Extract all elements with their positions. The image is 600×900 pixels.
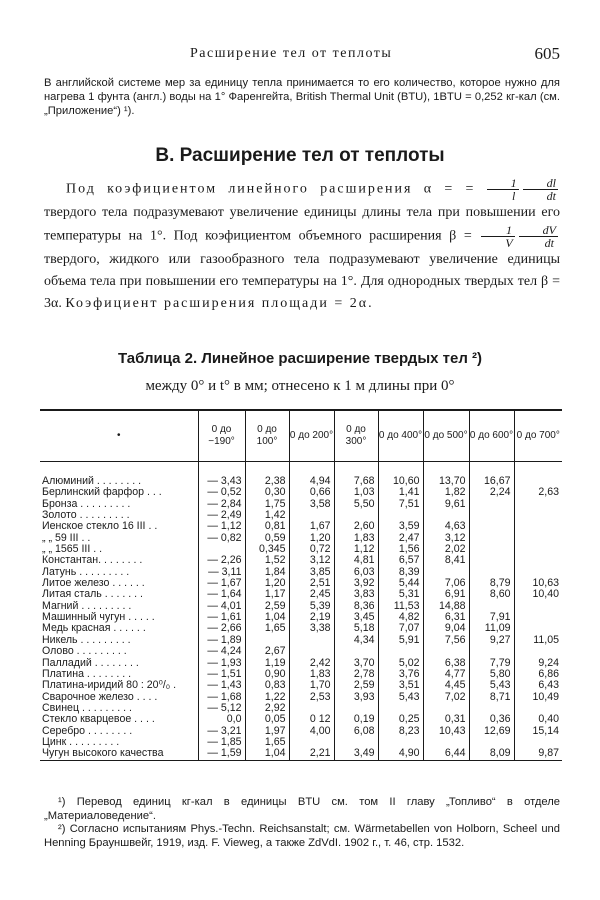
expansion-value: 1,52 xyxy=(245,555,289,566)
expansion-value: 5,31 xyxy=(378,589,423,600)
column-header: 0 до 300° xyxy=(334,410,378,462)
frac-den: l xyxy=(512,189,516,203)
top-note: В английской системе мер за единицу тепла принимается то его количество, которое нужно для нагрева 1 фунта (англ.) воды на 1° Фаренгейта, British Thermal Unit (BTU), 1BTU = 0,252 кг-кал (см. „Приложение“) ¹). xyxy=(44,77,560,117)
column-header: 0 до 200° xyxy=(289,410,334,462)
material-name: „ „ 1565 III . . xyxy=(42,544,103,556)
material-name: Стекло кварцевое . . . . xyxy=(42,714,155,726)
body-text-a: Под коэфициентом линейного расширения α = = xyxy=(66,181,476,197)
expansion-value xyxy=(514,555,562,566)
expansion-value: 8,09 xyxy=(469,748,514,760)
column-header: 0 до 500° xyxy=(423,410,469,462)
body-text-b: твердого тела подразумевают увеличение единицы длины тела при повышении его температуры на 1°. Под коэфициентом объемного расширения β = xyxy=(44,205,560,244)
expansion-value: — 1,68 xyxy=(198,692,245,703)
footnote-1: ¹) Перевод единиц кг-кал в единицы BTU см. том II главу „Топливо“ в отделе „Материаловедение“. xyxy=(44,796,560,822)
expansion-value: 6,57 xyxy=(378,555,423,566)
expansion-value: 6,38 xyxy=(423,658,469,669)
expansion-value: — 1,59 xyxy=(198,748,245,760)
expansion-value: 6,43 xyxy=(514,680,562,691)
expansion-value: 2,63 xyxy=(514,487,562,498)
table-row xyxy=(40,521,562,532)
expansion-value: — 2,84 xyxy=(198,499,245,510)
expansion-value: 2,53 xyxy=(289,692,334,703)
expansion-value: 7,79 xyxy=(469,658,514,669)
spacer-cell xyxy=(423,462,469,477)
expansion-value: 3,70 xyxy=(334,658,378,669)
material-name: Платина-иридий 80 : 20⁰/₀ . xyxy=(42,680,177,692)
material-name: Литое железо . . . . . . xyxy=(42,578,145,590)
expansion-value: 3,92 xyxy=(334,578,378,589)
expansion-value: 5,91 xyxy=(378,635,423,646)
expansion-value: 8,36 xyxy=(334,601,378,612)
material-name: Олово . . . . . . . . . xyxy=(42,646,127,658)
expansion-value: — 1,61 xyxy=(198,612,245,623)
expansion-value xyxy=(423,646,469,657)
expansion-value: 8,23 xyxy=(378,726,423,737)
expansion-value: 1,04 xyxy=(245,612,289,623)
expansion-value: 8,79 xyxy=(469,578,514,589)
expansion-value: — 1,12 xyxy=(198,521,245,532)
expansion-value: — 2,66 xyxy=(198,623,245,634)
expansion-value xyxy=(514,601,562,612)
table-row xyxy=(40,726,562,737)
expansion-value: — 2,49 xyxy=(198,510,245,521)
expansion-value: 10,49 xyxy=(514,692,562,703)
expansion-value: 3,12 xyxy=(423,533,469,544)
running-head xyxy=(40,44,560,66)
material-name: Медь красная . . . . . . xyxy=(42,623,146,635)
expansion-value xyxy=(514,646,562,657)
expansion-value: 5,43 xyxy=(378,692,423,703)
expansion-value: 1,17 xyxy=(245,589,289,600)
expansion-value: 3,45 xyxy=(334,612,378,623)
expansion-value: 8,39 xyxy=(378,567,423,578)
expansion-value: — 0,52 xyxy=(198,487,245,498)
column-header: 0 до −190° xyxy=(198,410,245,462)
expansion-value: 7,56 xyxy=(423,635,469,646)
fraction-1-over-v xyxy=(481,224,514,249)
expansion-value: 0,36 xyxy=(469,714,514,725)
body-paragraph xyxy=(44,177,560,315)
expansion-value: 4,34 xyxy=(334,635,378,646)
running-title: Расширение тел от теплоты xyxy=(190,46,393,61)
frac-den: dt xyxy=(544,236,554,250)
expansion-value: 2,51 xyxy=(289,578,334,589)
material-name: Литая сталь . . . . . . . xyxy=(42,589,144,601)
expansion-value: 2,92 xyxy=(245,703,289,714)
table-row xyxy=(40,680,562,691)
expansion-value: 0,0 xyxy=(198,714,245,725)
table-body xyxy=(40,462,562,761)
expansion-value: — 4,24 xyxy=(198,646,245,657)
table-row xyxy=(40,567,562,578)
expansion-value: 4,63 xyxy=(423,521,469,532)
expansion-value xyxy=(469,533,514,544)
expansion-value: 1,97 xyxy=(245,726,289,737)
spacer-cell xyxy=(198,462,245,477)
expansion-value: 1,83 xyxy=(334,533,378,544)
material-name: Сварочное железо . . . . xyxy=(42,691,158,703)
expansion-value: 10,40 xyxy=(514,589,562,600)
expansion-value: 0,59 xyxy=(245,533,289,544)
expansion-value: 4,77 xyxy=(423,669,469,680)
expansion-value: 7,02 xyxy=(423,692,469,703)
table-row xyxy=(40,510,562,521)
expansion-value: 10,63 xyxy=(514,578,562,589)
page-number: 605 xyxy=(534,44,560,63)
expansion-value: 2,45 xyxy=(289,589,334,600)
expansion-value: 10,43 xyxy=(423,726,469,737)
spacer-cell xyxy=(514,462,562,477)
expansion-value: 1,65 xyxy=(245,737,289,748)
expansion-value: — 5,12 xyxy=(198,703,245,714)
table-subtitle: между 0° и t° в мм; отнесено к 1 м длины при 0° xyxy=(145,378,455,394)
expansion-value: 0,40 xyxy=(514,714,562,725)
expansion-value: 4,81 xyxy=(334,555,378,566)
expansion-value: 2,59 xyxy=(245,601,289,612)
column-header: 0 до 100° xyxy=(245,410,289,462)
material-name: Никель . . . . . . . . . xyxy=(42,634,131,646)
expansion-value: 5,02 xyxy=(378,658,423,669)
frac-num: dV xyxy=(519,224,558,237)
expansion-value: 2,78 xyxy=(334,669,378,680)
expansion-value: 8,60 xyxy=(469,589,514,600)
column-header: 0 до 400° xyxy=(378,410,423,462)
column-header: 0 до 700° xyxy=(514,410,562,462)
expansion-value: 0,81 xyxy=(245,521,289,532)
expansion-value: 3,58 xyxy=(289,499,334,510)
expansion-value: 8,71 xyxy=(469,692,514,703)
material-name: „ „ 59 III . . xyxy=(42,532,91,544)
expansion-value: 3,49 xyxy=(334,748,378,760)
expansion-value: 1,04 xyxy=(245,748,289,760)
expansion-value: 3,12 xyxy=(289,555,334,566)
fraction-dv-dt xyxy=(519,224,558,249)
table-row xyxy=(40,578,562,589)
material-name: Чугун высокого качества xyxy=(40,748,198,760)
expansion-value: 1,22 xyxy=(245,692,289,703)
frac-den: V xyxy=(505,236,513,250)
expansion-value: 4,90 xyxy=(378,748,423,760)
expansion-value: 6,44 xyxy=(423,748,469,760)
expansion-value xyxy=(289,635,334,646)
expansion-value: 2,60 xyxy=(334,521,378,532)
expansion-value: 0,30 xyxy=(245,487,289,498)
table-row xyxy=(40,612,562,623)
expansion-value: 3,93 xyxy=(334,692,378,703)
section-body xyxy=(44,177,560,315)
expansion-value: — 1,43 xyxy=(198,680,245,691)
material-name: Серебро . . . . . . . . xyxy=(42,725,133,737)
expansion-table xyxy=(40,409,562,761)
expansion-value: 9,04 xyxy=(423,623,469,634)
expansion-value: 5,44 xyxy=(378,578,423,589)
expansion-value: 0,345 xyxy=(245,544,289,555)
expansion-value: 2,19 xyxy=(289,612,334,623)
expansion-value: 13,70 xyxy=(423,476,469,487)
expansion-value: 9,27 xyxy=(469,635,514,646)
expansion-value: 4,45 xyxy=(423,680,469,691)
expansion-value xyxy=(514,499,562,510)
expansion-value: 11,05 xyxy=(514,635,562,646)
expansion-value: — 3,11 xyxy=(198,567,245,578)
expansion-value: 5,43 xyxy=(469,680,514,691)
expansion-value: 15,14 xyxy=(514,726,562,737)
expansion-value: 9,87 xyxy=(514,748,562,760)
expansion-value: 1,84 xyxy=(245,567,289,578)
expansion-value: 4,94 xyxy=(289,476,334,487)
expansion-value: 12,69 xyxy=(469,726,514,737)
expansion-value xyxy=(514,612,562,623)
spacer-cell xyxy=(378,462,423,477)
body-text-d: Коэфициент расширения площади = 2α. xyxy=(65,296,374,311)
expansion-value: 6,86 xyxy=(514,669,562,680)
material-name: Константан. . . . . . . . xyxy=(42,555,143,567)
expansion-value: 0,19 xyxy=(334,714,378,725)
expansion-value: 6,03 xyxy=(334,567,378,578)
expansion-value: 0,83 xyxy=(245,680,289,691)
expansion-value: 1,67 xyxy=(289,521,334,532)
spacer-cell xyxy=(469,462,514,477)
expansion-value: — 3,21 xyxy=(198,726,245,737)
expansion-value xyxy=(469,555,514,566)
expansion-value: 4,00 xyxy=(289,726,334,737)
expansion-value: 6,91 xyxy=(423,589,469,600)
material-name: Латунь . . . . . . . . . xyxy=(42,566,130,578)
expansion-value: 1,83 xyxy=(289,669,334,680)
section-title: B. Расширение тел от теплоты xyxy=(155,145,445,166)
expansion-value: 2,67 xyxy=(245,646,289,657)
fraction-1-over-l xyxy=(487,177,519,202)
spacer-cell xyxy=(289,462,334,477)
expansion-value xyxy=(469,521,514,532)
expansion-value xyxy=(514,521,562,532)
expansion-value: 1,12 xyxy=(334,544,378,555)
table-row xyxy=(40,601,562,612)
expansion-value: 1,20 xyxy=(289,533,334,544)
expansion-value: — 1,51 xyxy=(198,669,245,680)
expansion-value: 7,68 xyxy=(334,476,378,487)
expansion-value: 7,91 xyxy=(469,612,514,623)
expansion-value: — 1,85 xyxy=(198,737,245,748)
table-row xyxy=(40,714,562,725)
expansion-value: 5,50 xyxy=(334,499,378,510)
expansion-value: — 0,82 xyxy=(198,533,245,544)
expansion-value: 9,24 xyxy=(514,658,562,669)
expansion-value: 1,56 xyxy=(378,544,423,555)
expansion-value: — 4,01 xyxy=(198,601,245,612)
table-row xyxy=(40,658,562,669)
expansion-value: 11,09 xyxy=(469,623,514,634)
expansion-value: 6,08 xyxy=(334,726,378,737)
expansion-value xyxy=(378,646,423,657)
material-name: Алюминий . . . . . . . . xyxy=(42,476,142,487)
expansion-value xyxy=(514,533,562,544)
expansion-value: 1,65 xyxy=(245,623,289,634)
table-row xyxy=(40,533,562,544)
footnotes xyxy=(44,796,560,850)
spacer-cell xyxy=(245,462,289,477)
expansion-value xyxy=(469,544,514,555)
material-name: Иенское стекло 16 III . . xyxy=(42,521,158,533)
expansion-value: 2,21 xyxy=(289,748,334,760)
expansion-value: 4,82 xyxy=(378,612,423,623)
expansion-value: 14,88 xyxy=(423,601,469,612)
expansion-value xyxy=(469,499,514,510)
expansion-value: 0,66 xyxy=(289,487,334,498)
table-row xyxy=(40,635,562,646)
expansion-value: 7,07 xyxy=(378,623,423,634)
expansion-value xyxy=(469,646,514,657)
expansion-value: 11,53 xyxy=(378,601,423,612)
frac-den: dt xyxy=(546,189,557,203)
expansion-value: 0,25 xyxy=(378,714,423,725)
expansion-value: 3,85 xyxy=(289,567,334,578)
expansion-value: 0 12 xyxy=(289,714,334,725)
frac-num: 1 xyxy=(481,224,514,237)
table-row xyxy=(40,487,562,498)
expansion-value: 3,83 xyxy=(334,589,378,600)
expansion-value xyxy=(514,510,562,521)
table-row xyxy=(40,555,562,566)
expansion-value: 3,76 xyxy=(378,669,423,680)
expansion-value: 3,51 xyxy=(378,680,423,691)
frac-num: 1 xyxy=(487,177,519,190)
material-name: Палладий . . . . . . . . xyxy=(42,657,139,669)
expansion-value: 0,05 xyxy=(245,714,289,725)
expansion-value: 7,06 xyxy=(423,578,469,589)
expansion-value: — 3,43 xyxy=(198,476,245,487)
table-row xyxy=(40,703,562,714)
expansion-value: 2,42 xyxy=(289,658,334,669)
table-header-row xyxy=(40,410,562,462)
expansion-value: — 2,26 xyxy=(198,555,245,566)
table-title: Таблица 2. Линейное расширение твердых тел ²) xyxy=(117,350,483,367)
table-row xyxy=(40,669,562,680)
material-name: Магний . . . . . . . . . xyxy=(42,600,132,612)
material-name: Бронза . . . . . . . . . xyxy=(42,498,131,510)
expansion-value: 8,41 xyxy=(423,555,469,566)
expansion-value: 1,42 xyxy=(245,510,289,521)
expansion-value: 1,20 xyxy=(245,578,289,589)
table-row xyxy=(40,692,562,703)
expansion-value: 5,80 xyxy=(469,669,514,680)
expansion-value: 0,31 xyxy=(423,714,469,725)
expansion-value xyxy=(514,544,562,555)
table-row xyxy=(40,476,562,487)
expansion-value: 1,82 xyxy=(423,487,469,498)
table-spacer-row xyxy=(40,462,562,477)
expansion-value: 0,72 xyxy=(289,544,334,555)
expansion-value: 2,59 xyxy=(334,680,378,691)
expansion-value: 16,67 xyxy=(469,476,514,487)
table-row xyxy=(40,646,562,657)
table-row xyxy=(40,589,562,600)
frac-num: dl xyxy=(523,177,558,190)
expansion-value: 3,59 xyxy=(378,521,423,532)
expansion-value: 5,39 xyxy=(289,601,334,612)
expansion-value: 0,90 xyxy=(245,669,289,680)
expansion-value: 1,70 xyxy=(289,680,334,691)
expansion-value: 2,47 xyxy=(378,533,423,544)
expansion-value: 3,38 xyxy=(289,623,334,634)
expansion-value: — 1,93 xyxy=(198,658,245,669)
label-column-header: • xyxy=(40,410,198,462)
expansion-value: 7,51 xyxy=(378,499,423,510)
expansion-value: 1,19 xyxy=(245,658,289,669)
expansion-value: — 1,67 xyxy=(198,578,245,589)
table-row xyxy=(40,544,562,555)
fraction-dl-dt xyxy=(523,177,558,202)
expansion-value: 10,60 xyxy=(378,476,423,487)
expansion-value xyxy=(289,646,334,657)
expansion-value: 1,75 xyxy=(245,499,289,510)
table-row xyxy=(40,737,562,748)
expansion-value: — 1,89 xyxy=(198,635,245,646)
expansion-value xyxy=(334,646,378,657)
material-name: Машинный чугун . . . . . xyxy=(42,612,155,624)
expansion-value: 9,61 xyxy=(423,499,469,510)
spacer-cell xyxy=(40,462,198,477)
body-text-c: твердого, жидкого или газообразного тела подразумевают увеличение единицы объема тела при повышении его температуры на 1°. Для однородных твердых тел β = 3α. xyxy=(44,252,560,311)
expansion-value: 1,41 xyxy=(378,487,423,498)
table-row xyxy=(40,499,562,510)
expansion-value: 5,18 xyxy=(334,623,378,634)
material-name: Свинец . . . . . . . . . xyxy=(42,702,132,714)
spacer-cell xyxy=(334,462,378,477)
material-name: Цинк . . . . . . . . . xyxy=(42,736,120,748)
expansion-value: 2,24 xyxy=(469,487,514,498)
footnote-2: ²) Согласно испытаниям Phys.-Techn. Reichsanstalt; см. Wärmetabellen von Holborn, Scheel und Henning Брауншвейг, 1919, изд. F. Vieweg, а также ZdVdI. 1902 г., т. 46, стр. 1532. xyxy=(44,823,560,849)
material-name: Платина . . . . . . . . xyxy=(42,668,132,680)
expansion-value: 2,02 xyxy=(423,544,469,555)
column-header: 0 до 600° xyxy=(469,410,514,462)
expansion-value: 6,31 xyxy=(423,612,469,623)
expansion-value xyxy=(469,510,514,521)
material-name: Берлинский фарфор . . . xyxy=(42,487,162,499)
material-name: Золото . . . . . . . . . xyxy=(42,510,130,522)
expansion-value: 2,38 xyxy=(245,476,289,487)
expansion-value: 1,03 xyxy=(334,487,378,498)
table-row xyxy=(40,748,562,760)
expansion-value: — 1,64 xyxy=(198,589,245,600)
table-row xyxy=(40,623,562,634)
